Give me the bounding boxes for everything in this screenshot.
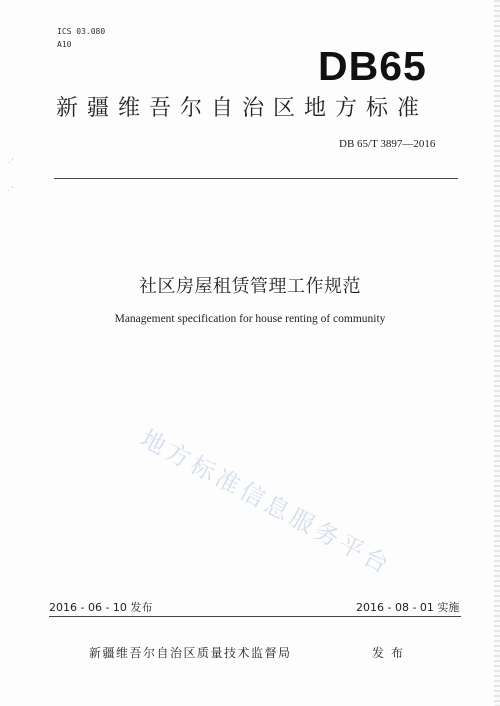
document-title-english: Management specification for house renting of community [114, 313, 386, 325]
header-divider [54, 178, 458, 179]
category-code: A10 [57, 40, 72, 49]
document-title-chinese: 社区房屋租赁管理工作规范 [139, 276, 361, 297]
implementation-date: 2016 - 08 - 01 实施 [356, 601, 460, 614]
issue-label: 发布 [372, 646, 411, 660]
issuing-authority: 新疆维吾尔自治区质量技术监督局 [89, 646, 292, 660]
publish-date: 2016 - 06 - 10 发布 [49, 601, 153, 614]
page-edge [494, 0, 500, 706]
standard-type-heading: 新疆维吾尔自治区地方标准 [56, 96, 429, 121]
scan-speck: . ' [8, 158, 14, 165]
classification-codes [57, 25, 105, 51]
watermark-text: 地方标准信息服务平台 [136, 424, 397, 581]
footer-divider [49, 616, 461, 617]
standard-number: DB 65/T 3897—2016 [339, 138, 436, 150]
scan-speck: . ' [8, 186, 14, 193]
standard-logo: DB65 [318, 43, 427, 89]
ics-code: ICS 03.080 [57, 27, 106, 36]
